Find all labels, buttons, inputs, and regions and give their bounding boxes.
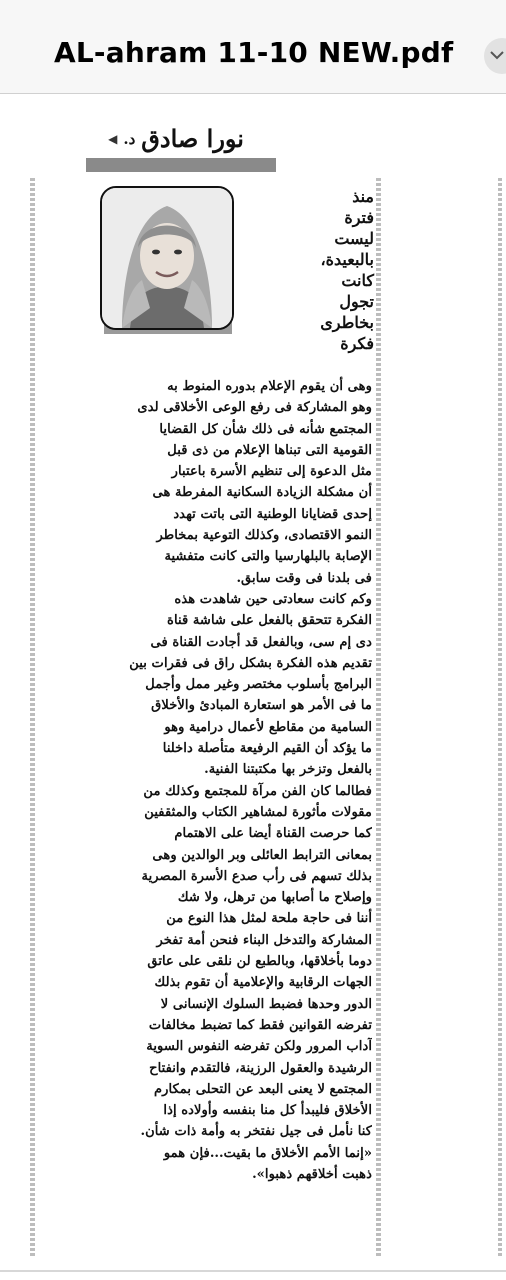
pdf-page (0, 94, 506, 1280)
body-line: بمعانى الترابط العائلى وبر الوالدين وهى (152, 847, 372, 863)
author-photo (100, 186, 234, 330)
body-line: أن مشكلة الزيادة السكانية المفرطة هى (152, 485, 372, 501)
byline (108, 124, 244, 153)
article-body (38, 376, 372, 1185)
body-line: الإصابة بالبلهارسيا والتى كانت متفشية (164, 549, 372, 565)
lead-line: كانت (341, 271, 374, 290)
body-line: تفرضه القوانين فقط كما تضبط مخالفات (148, 1017, 372, 1033)
body-line: النمو الاقتصادى، وكذلك التوعية بمخاطر (156, 528, 372, 544)
body-line: السامية من مقاطع لأعمال درامية وهو (164, 719, 372, 735)
body-line: وهو المشاركة فى رفع الوعى الأخلاقى لدى (137, 400, 372, 416)
lead-line: بالبعيدة، (320, 250, 374, 269)
lead-line: فكرة (340, 334, 374, 353)
body-line: إحدى قضايانا الوطنية التى باتت تهدد (173, 506, 372, 522)
lead-line: بخاطرى (320, 313, 374, 332)
body-line: ما فى الأمر هو استعارة المبادئ والأخلاق (151, 698, 372, 714)
body-line: الفكرة تتحقق بالفعل على شاشة قناة (167, 613, 372, 629)
lead-line: تجول (339, 292, 374, 311)
body-line: وهى أن يقوم الإعلام بدوره المنوط به (167, 379, 372, 394)
article-lead (296, 186, 374, 354)
lead-line: فترة (344, 208, 374, 227)
lead-line: ليست (334, 229, 374, 248)
body-line: البرامج بأسلوب مختصر وغير ممل وأجمل (145, 677, 372, 693)
column-divider (376, 178, 381, 1258)
body-line: فى بلدنا فى وقت سابق. (236, 570, 372, 586)
body-line: بذلك تسهم فى رأب صدع الأسرة المصرية (141, 868, 372, 884)
column-divider (30, 178, 35, 1258)
body-line: مقولات مأثورة لمشاهير الكتاب والمثقفين (144, 804, 372, 820)
body-line: فطالما كان الفن مرآة للمجتمع وكذلك من (143, 783, 372, 799)
body-line: المجتمع شأنه فى ذلك شأن كل القضايا (159, 421, 372, 437)
body-line: مثل الدعوة إلى تنظيم الأسرة باعتبار (171, 464, 372, 480)
body-line: المشاركة والتدخل البناء فنحن أمة تفخر (156, 932, 372, 948)
body-line: دى إم سى، وبالفعل قد أجادت القناة فى (150, 634, 372, 650)
body-line: وكم كانت سعادتى حين شاهدت هذه (174, 591, 372, 607)
body-line: القومية التى تبناها الإعلام من ذى قبل (167, 442, 372, 458)
body-line: الأخلاق فليبدأ كل منا بنفسه وأولاده إذا (163, 1103, 372, 1119)
document-title: AL-ahram 11-10 NEW.pdf (54, 36, 454, 69)
body-line: كما حرصت القناة أيضا على الاهتمام (174, 826, 372, 842)
byline-bar (86, 158, 276, 172)
body-line: ذهبت أخلاقهم ذهبوا». (252, 1166, 372, 1182)
author-portrait-image (102, 188, 232, 328)
body-line: بالفعل وتزخر بها مكتبتنا الفنية. (204, 762, 372, 778)
body-line: المجتمع لا يعنى البعد عن التحلى بمكارم (153, 1081, 372, 1097)
body-line: الجهات الرقابية والإعلامية أن تقوم بذلك (154, 975, 372, 991)
column-divider (498, 178, 502, 1258)
author-name: نورا صادق (141, 124, 244, 153)
body-line: تقديم هذه الفكرة بشكل راق فى فقرات بين (129, 655, 372, 671)
more-options-button[interactable] (484, 38, 506, 74)
lead-line: منذ (352, 187, 374, 206)
body-line: الدور وحدها فضبط السلوك الإنسانى لا (160, 996, 372, 1012)
body-line: ما يؤكد أن القيم الرفيعة متأصلة داخلنا (162, 741, 372, 757)
body-line: كنا نأمل فى جيل نفتخر به وأمة ذات شأن. (140, 1124, 372, 1140)
body-line: أننا فى حاجة ملحة لمثل هذا النوع من (166, 911, 372, 927)
body-line: دوما بأخلاقها، وبالطبع لن نلقى على عاتق (147, 954, 372, 970)
document-toolbar (0, 0, 506, 94)
page-bottom-divider (0, 1270, 506, 1272)
author-title: د. (123, 129, 136, 148)
body-line: «إنما الأمم الأخلاق ما بقيت...فإن همو (163, 1145, 372, 1161)
triangle-left-icon: ◀ (108, 131, 118, 146)
body-line: وإصلاح ما أصابها من ترهل، ولا شك (177, 890, 372, 906)
more-options-icon (490, 50, 504, 60)
body-line: الرشيدة والعقول الرزينة، فالتقدم وانفتاح (149, 1060, 372, 1076)
body-line: آداب المرور ولكن تفرضه النفوس السوية (146, 1039, 372, 1055)
